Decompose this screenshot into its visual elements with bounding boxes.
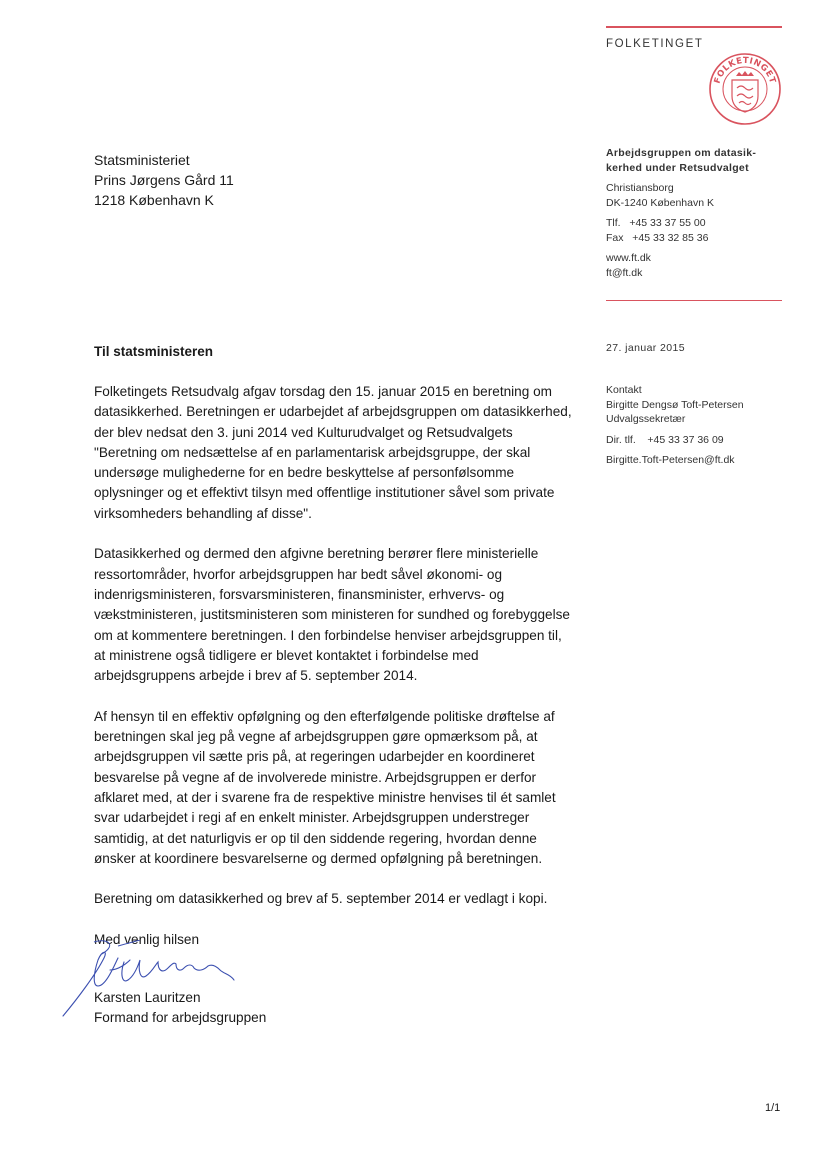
folketinget-seal-logo — [708, 52, 782, 126]
letter-paragraph: Datasikkerhed og dermed den afgivne beretning berører flere ministerielle ressortområder, hvorfor arbejdsgruppen har bedt såvel økonomi- og indenrigsministeren, forsvarsministeren, finansminister, erhvervs- og vækstministeren, justitsministeren som ministeren for sundhed og forebyggelse om at kommentere beretningen. I den forbindelse henviser arbejdsgruppen til, at ministrene også tidligere er blevet kontaktet i forbindelse med arbejdsgruppens arbejde i brev af 5. september 2014. — [94, 546, 570, 684]
sender-unit-line: kerhed under Retsudvalget — [606, 161, 749, 174]
letter-paragraph: Af hensyn til en effektiv opfølgning og den efterfølgende politiske drøftelse af beretningen skal jeg på vegne af arbejdsgruppen gøre opmærksom på, at arbejdsgruppen vil sætte pris på, at regeringen udarbejder en koordineret besvarelse på vegne af de involverede ministre. Arbejdsgruppen er derfor afklaret med, at der i svarene fra de respektive ministre henvises til ét samlet svar udarbejdet i regi af en enkelt minister. Arbejdsgruppen understreger samtidig, at det naturligvis er op til den siddende regering, hvordan denne ønsker at koordinere besvarelserne og dermed opfølgning på beretningen. — [94, 708, 556, 866]
sender-online — [606, 251, 756, 280]
sender-block — [606, 146, 756, 280]
signer-name: Karsten Lauritzen — [94, 990, 201, 1005]
seal-text: FOLKETINGET — [712, 55, 778, 85]
sender-postal: DK-1240 København K — [606, 196, 714, 209]
sender-phones — [606, 216, 756, 245]
letter-heading: Til statsministeren — [94, 344, 214, 359]
page-number: 1/1 — [765, 1102, 781, 1114]
contact-name: Birgitte Dengsø Toft-Petersen — [606, 398, 744, 411]
sender-unit-line: Arbejdsgruppen om datasik- — [606, 147, 757, 159]
letter-body — [94, 382, 574, 930]
letter-paragraph: Beretning om datasikkerhed og brev af 5. september 2014 er vedlagt i kopi. — [94, 891, 548, 907]
contact-phone: Dir. tlf. +45 33 37 36 09 — [606, 433, 724, 446]
letter-paragraph: Folketingets Retsudvalg afgav torsdag den 15. januar 2015 en beretning om datasikkerhed. Beretningen er udarbejdet af arbejdsgruppen om datasikkerhed, der blev nedsat den 3. juni 2014 ved Kulturudvalget og Retsudvalgets "Beretning om nedsættelse af en parlamentarisk arbejdsgruppe, der skal undersøge mulighederne for en bedre beskyttelse af personfølsomme oplysninger og et effektivt tilsyn med offentlige institutioner såvel som private virksomheders behandling af disse". — [94, 384, 572, 521]
sender-fax: Fax +45 33 32 85 36 — [606, 231, 709, 244]
signer-block — [94, 988, 266, 1028]
letter-date: 27. januar 2015 — [606, 342, 685, 354]
recipient-line: 1218 København K — [94, 192, 214, 208]
contact-block — [606, 383, 744, 468]
sender-web: www.ft.dk — [606, 252, 651, 264]
closing-greeting: Med venlig hilsen — [94, 932, 200, 947]
sender-street: Christiansborg — [606, 182, 674, 194]
sender-unit — [606, 146, 756, 175]
recipient-line: Prins Jørgens Gård 11 — [94, 172, 234, 188]
sender-rule — [606, 300, 782, 301]
sender-tel: Tlf. +45 33 37 55 00 — [606, 217, 706, 229]
sender-email: ft@ft.dk — [606, 266, 643, 279]
recipient-address — [94, 150, 234, 210]
contact-label: Kontakt — [606, 384, 642, 396]
header-rule-top — [606, 26, 782, 28]
institution-name: FOLKETINGET — [606, 38, 704, 50]
sender-address — [606, 181, 756, 210]
contact-title: Udvalgssekretær — [606, 413, 686, 425]
recipient-line: Statsministeriet — [94, 152, 190, 168]
signer-title: Formand for arbejdsgruppen — [94, 1010, 267, 1025]
contact-email: Birgitte.Toft-Petersen@ft.dk — [606, 454, 735, 466]
